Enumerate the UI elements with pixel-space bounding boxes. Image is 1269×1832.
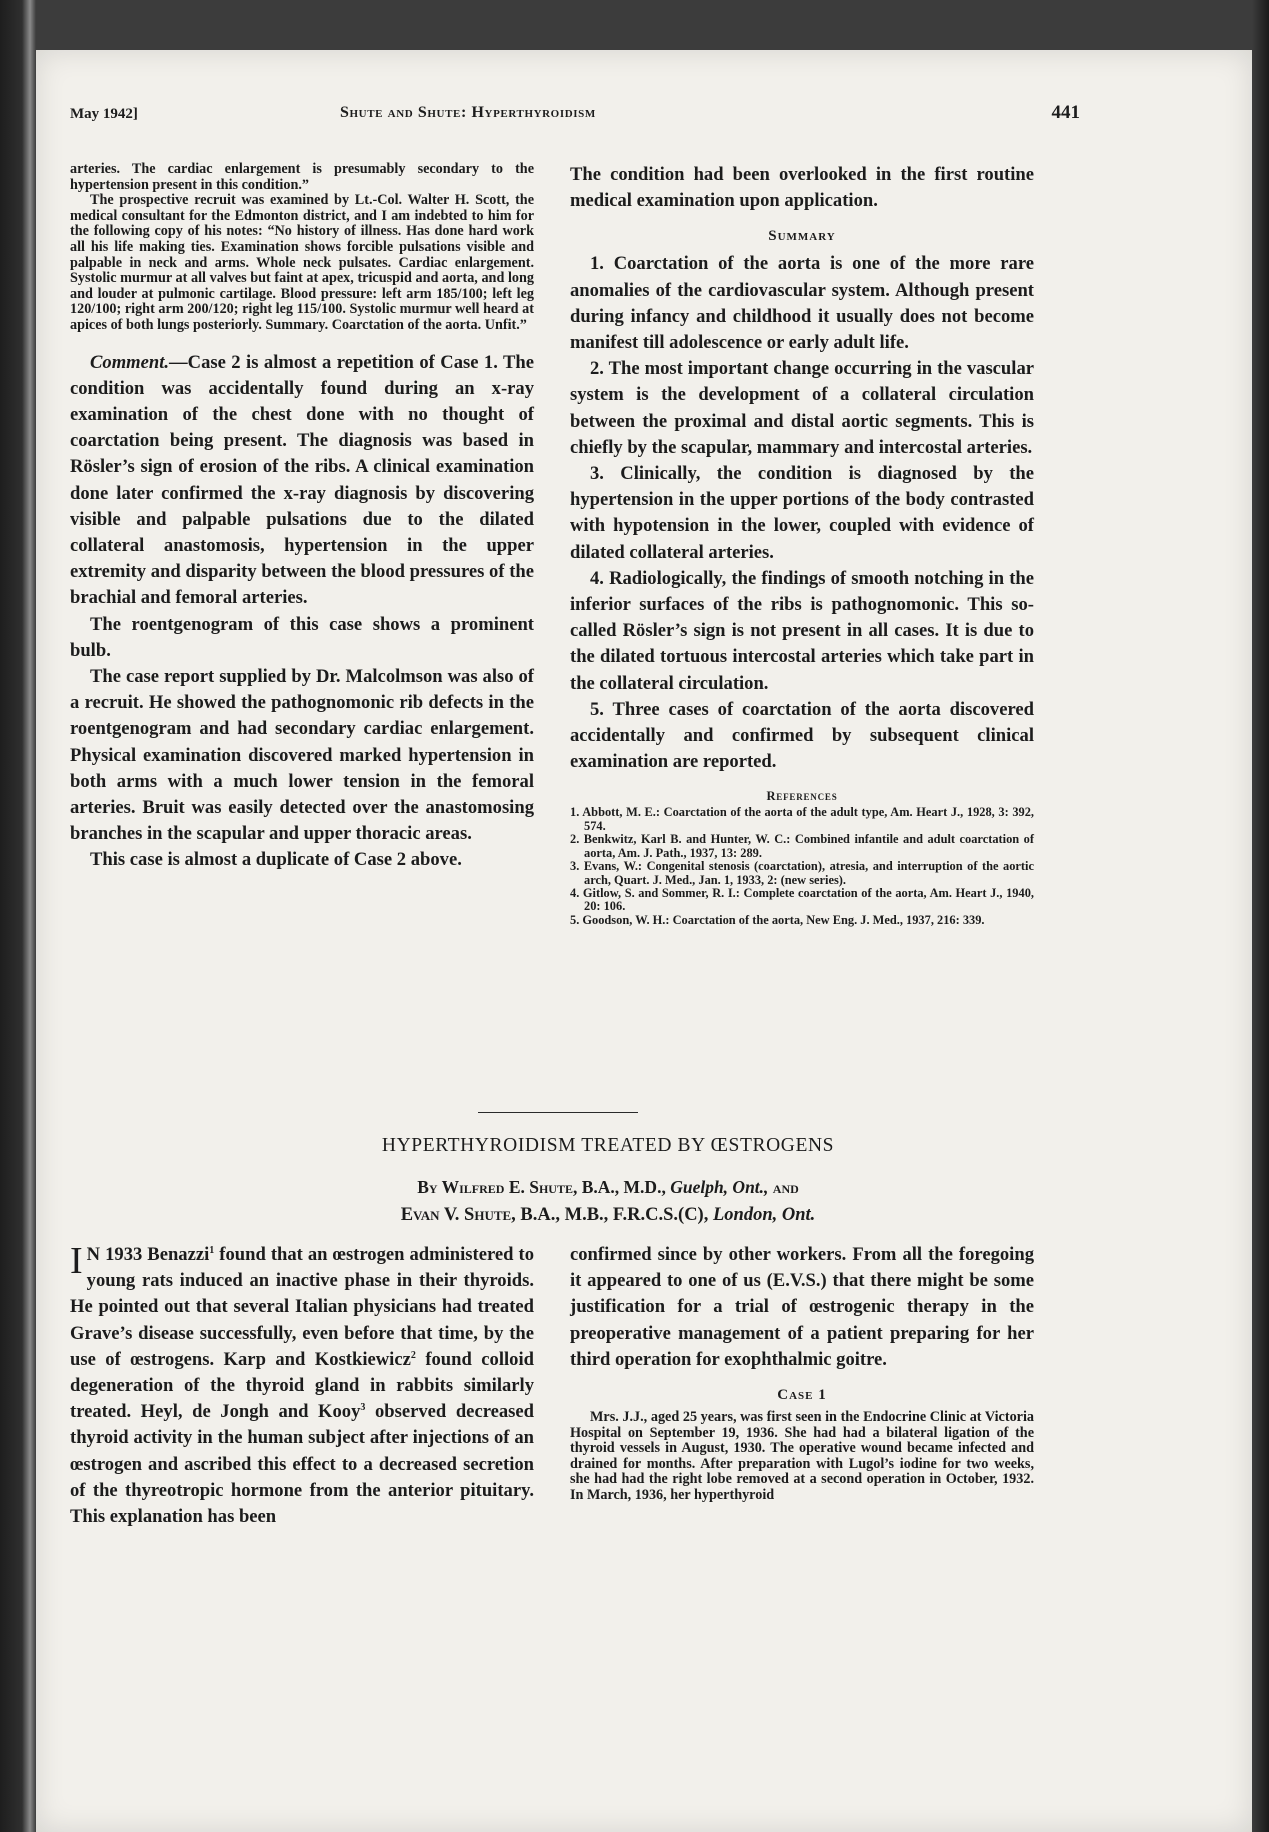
column-3 (70, 1242, 534, 1530)
intro-lead: N 1933 Benazzi (86, 1244, 210, 1265)
case-1-text: Mrs. J.J., aged 25 years, was first seen in the Endocrine Clinic at Victoria Hospital on September 19, 1936. She had had a bilateral ligation of the thyroid vessels in August, 1930. The operative wound became infected and drained for months. After preparation with Lugol’s iodine for two weeks, she had had the right lobe removed at a second operation in October, 1932. In March, 1936, her hyperthyroid (570, 1409, 1034, 1503)
intro-paragraph (70, 1242, 534, 1530)
header-title: Shute and Shute: Hyperthyroidism (340, 104, 596, 121)
comment-paragraph (70, 350, 534, 612)
summary-item-2: 2. The most important change occurring in the vascular system is the development of a collateral circulation between the proximal and distal aortic segments. This is chiefly by the scapular, mammary and intercostal arteries. (570, 358, 1034, 458)
byline-and: and (772, 1177, 799, 1197)
summary-item-1: 1. Coarctation of the aorta is one of the more rare anomalies of the cardiovascular system. Although present during infancy and childhood it usually does not become manifest till adolescence or early adult life. (570, 253, 1034, 354)
intro-text-1: found that an œstrogen administered to young rats induced an inactive phase in their thyroids. He pointed out that several Italian physicians had treated Grave’s disease successfully, even before that time, by the use of œstrogens. Karp and Kostkiewicz (70, 1244, 534, 1370)
column-4 (570, 1242, 1034, 1504)
byline-author-1 (100, 1177, 1116, 1198)
column-2 (570, 162, 1034, 927)
comment-label: Comment. (90, 351, 170, 373)
reference-2: 2. Benkwitz, Karl B. and Hunter, W. C.: Combined infantile and adult coarctation of aorta, Am. J. Path., 1937, 13: 289. (570, 832, 1034, 860)
intro-text-3: observed decreased thyroid activity in the human subject after injections of an œstrogen and ascribed this effect to a decreased secretion of the thyreotropic hormone from the anterior pituitary. This explanation has been (70, 1401, 534, 1528)
reference-3: 3. Evans, W.: Congenital stenosis (coarctation), atresia, and interruption of the aortic arch, Quart. J. Med., Jan. 1, 1933, 2: (new series). (570, 859, 1034, 887)
comment-text: —Case 2 is almost a repetition of Case 1. The condition was accidentally found during an x-ray examination of the chest done with no thought of coarctation being present. The diagnosis was based in Rösler’s sign of erosion of the ribs. A clinical examination done later confirmed the x-ray diagnosis by discovering visible and palpable pulsations due to the dilated collateral anastomosis, hypertension in the upper extremity and disparity between the blood pressures of the brachial and femoral arteries. (70, 351, 534, 609)
byline-author-2 (100, 1205, 1116, 1226)
overlooked-paragraph: The condition had been overlooked in the first routine medical examination upon application. (570, 164, 1034, 212)
author-2-place: London, Ont. (712, 1205, 816, 1225)
case-notes-end: arteries. The cardiac enlargement is presumably secondary to the hypertension present in this condition.” (70, 161, 534, 193)
page-number: 441 (1051, 102, 1080, 123)
confirmed-paragraph: confirmed since by other workers. From all the foregoing it appeared to one of us (E.V.S.) that there might be some justification for a trial of œstrogenic therapy in the preoperative management of a patient preparing for her third operation for exophthalmic goitre. (570, 1244, 1034, 1370)
running-head (70, 102, 1080, 130)
article-title: HYPERTHYROIDISM TREATED BY ŒSTROGENS (381, 1135, 835, 1156)
footnote-3: 3 (360, 1402, 366, 1414)
author-1-name: By Wilfred E. Shute, B.A., M.D., (417, 1177, 666, 1197)
author-2-name: Evan V. Shute, B.A., M.B., F.R.C.S.(C), (400, 1205, 709, 1225)
section-divider (478, 1112, 638, 1113)
drop-cap: I (70, 1240, 83, 1282)
summary-heading: Summary (768, 228, 836, 245)
case-heading: Case 1 (777, 1387, 827, 1404)
header-date: May 1942] (70, 106, 138, 122)
scott-notes: The prospective recruit was examined by Lt.-Col. Walter H. Scott, the medical consultant for the Edmonton district, and I am indebted to him for the following copy of his notes: “No history of illness. Has done hard work all his life making ties. Examination shows forcible pulsations visible and palpable in neck and arms. Whole neck pulsates. Cardiac enlargement. Systolic murmur at all valves but faint at apex, tricuspid and aorta, and long and louder at pulmonic cartilage. Blood pressure: left arm 185/100; left leg 120/100; right arm 200/120; right leg 115/100. Systolic murmur well heard at apices of both lungs posteriorly. Summary. Coarctation of the aorta. Unfit.” (70, 192, 534, 333)
references-heading: References (766, 789, 838, 804)
duplicate-paragraph: This case is almost a duplicate of Case 2 above. (90, 849, 462, 871)
reference-5: 5. Goodson, W. H.: Coarctation of the aorta, New Eng. J. Med., 1937, 216: 339. (570, 912, 985, 927)
footnote-1: 1 (209, 1244, 215, 1256)
summary-item-4: 4. Radiologically, the findings of smooth notching in the inferior surfaces of the ribs is pathognomonic. This so-called Rösler’s sign is not present in all cases. It is due to the dilated tortuous intercostal arteries which take part in the collateral circulation. (570, 567, 1034, 694)
column-1 (70, 162, 534, 874)
reference-1: 1. Abbott, M. E.: Coarctation of the aorta of the adult type, Am. Heart J., 1928, 3: 392, 574. (570, 805, 1034, 833)
author-1-place: Guelph, Ont., (670, 1177, 769, 1197)
summary-item-5: 5. Three cases of coarctation of the aorta discovered accidentally and confirmed by subsequent clinical examination are reported. (570, 698, 1034, 773)
summary-item-3: 3. Clinically, the condition is diagnosed by the hypertension in the upper portions of the body contrasted with hypotension in the lower, coupled with evidence of dilated collateral arteries. (570, 463, 1034, 563)
malcolmson-paragraph: The case report supplied by Dr. Malcolmson was also of a recruit. He showed the pathognomonic rib defects in the roentgenogram and had secondary cardiac enlargement. Physical examination discovered marked hypertension in both arms with a much lower tension in the femoral arteries. Bruit was easily detected over the anastomosing branches in the scapular and upper thoracic areas. (70, 665, 534, 845)
roentgenogram-paragraph: The roentgenogram of this case shows a prominent bulb. (70, 613, 534, 661)
reference-4: 4. Gitlow, S. and Sommer, R. I.: Complete coarctation of the aorta, Am. Heart J., 1940, 20: 106. (570, 885, 1034, 914)
footnote-2: 2 (410, 1349, 416, 1361)
intro-text-2: found colloid degeneration of the thyroid gland in rabbits similarly treated. Heyl, de Jongh and Kooy (70, 1348, 534, 1423)
